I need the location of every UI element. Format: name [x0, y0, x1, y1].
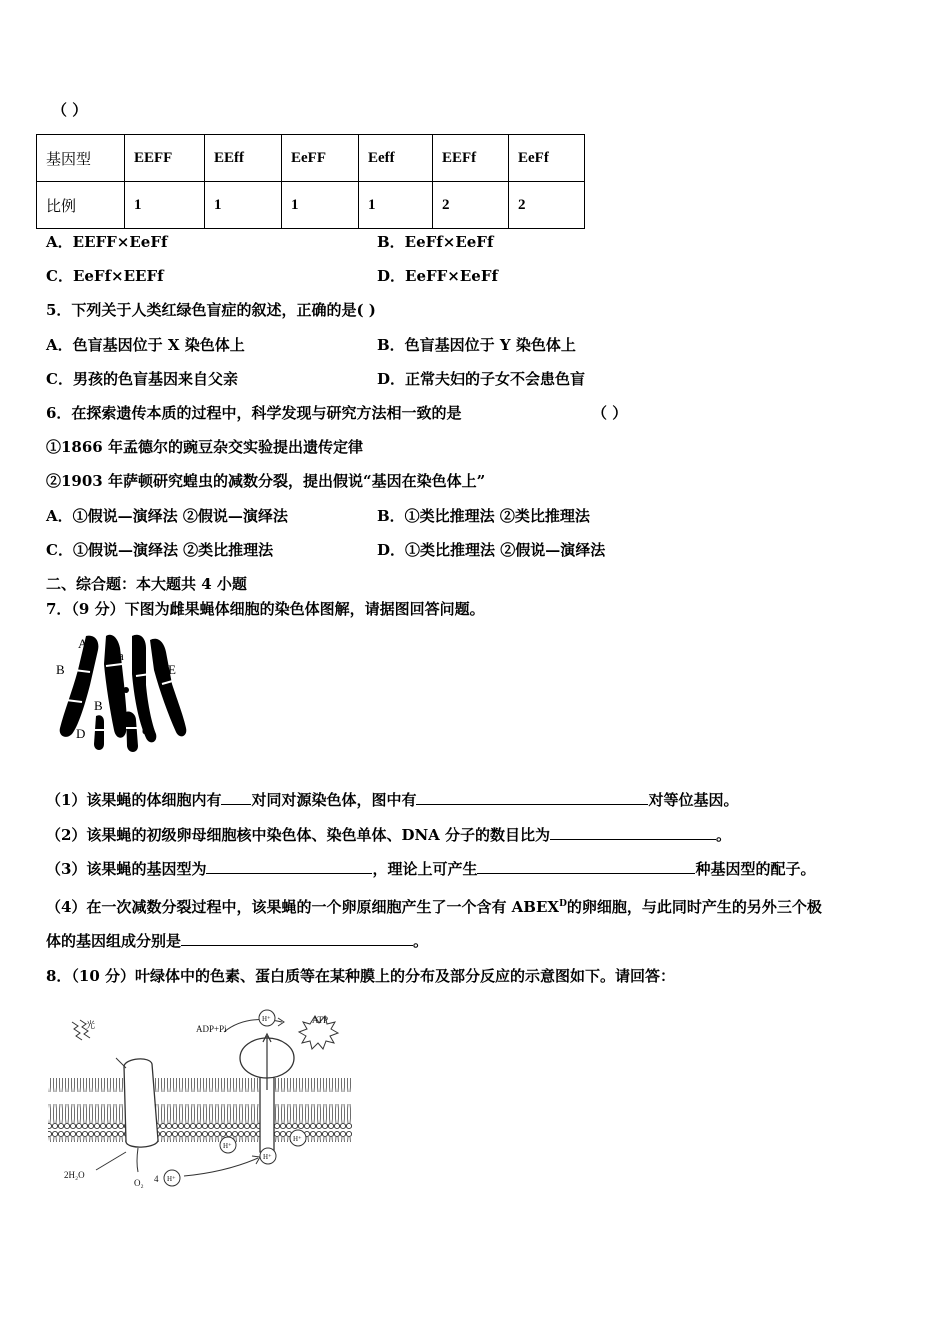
genotype-cell: Eeff [359, 135, 433, 182]
ratio-cell: 1 [359, 182, 433, 229]
answer-blank[interactable] [206, 859, 372, 874]
q7-p4-text-d: 。 [413, 932, 429, 950]
ratio-cell: 2 [509, 182, 585, 229]
q6-option-d: D．①类比推理法 ②假说—演绎法 [377, 541, 606, 559]
q7-part-3 [46, 859, 815, 879]
ratio-cell: 1 [282, 182, 359, 229]
q7-p4-text-a: （4）在一次减数分裂过程中，该果蝇的一个卵原细胞产生了一个含有 ABEX [46, 898, 560, 916]
answer-blank[interactable] [181, 931, 413, 946]
proton-label: H⁺ [293, 1135, 302, 1143]
four-label: 4 [154, 1174, 159, 1184]
q8-stem: 8．（10 分）叶绿体中的色素、蛋白质等在某种膜上的分布及部分反应的示意图如下。请回答： [46, 967, 676, 985]
proton-label: H⁺ [262, 1015, 271, 1023]
q4-option-a: A．EEFF×EeFf [46, 233, 168, 251]
q6-item-1: ①1866 年孟德尔的豌豆杂交实验提出遗传定律 [46, 438, 363, 456]
q7-p2-text-b: 。 [716, 826, 732, 844]
q6-option-c: C．①假说—演绎法 ②类比推理法 [46, 541, 274, 559]
q6-bracket: （ ） [592, 404, 628, 422]
q5-option-d: D．正常夫妇的子女不会患色盲 [377, 370, 586, 388]
proton-label: H⁺ [263, 1153, 272, 1161]
q4-option-c: C．EeFf×EEFf [46, 267, 164, 285]
ratio-cell: 1 [125, 182, 205, 229]
table-header-label: 基因型 [37, 135, 125, 182]
q7-part-2 [46, 825, 731, 845]
q7-part-1 [46, 790, 738, 810]
adp-label: ADP+Pi [196, 1024, 227, 1034]
q4-bracket: （ ） [52, 101, 88, 119]
answer-blank[interactable] [221, 790, 251, 805]
section-heading: 二、综合题：本大题共 4 小题 [46, 575, 247, 593]
q6-option-a: A．①假说—演绎法 ②假说—演绎法 [46, 507, 288, 525]
q7-p3-text-a: （3）该果蝇的基因型为 [46, 860, 207, 878]
gene-label: A [78, 636, 88, 651]
q7-p1-text-c: 对等位基因。 [648, 791, 739, 809]
answer-blank[interactable] [477, 859, 695, 874]
proton-label: H⁺ [223, 1142, 232, 1150]
q7-p4-text-b: 的卵细胞，与此同时产生的另外三个极 [566, 898, 822, 916]
q7-p1-text-a: （1）该果蝇的体细胞内有 [46, 791, 222, 809]
q5-option-b: B．色盲基因位于 Y 染色体上 [377, 336, 576, 354]
q4-option-d: D．EeFF×EeFf [377, 267, 498, 285]
genotype-table [36, 134, 585, 229]
ratio-cell: 2 [433, 182, 509, 229]
q7-p2-text-a: （2）该果蝇的初级卵母细胞核中染色体、染色单体、DNA 分子的数目比为 [46, 826, 551, 844]
chromosome-diagram [50, 630, 210, 755]
light-label: 光 [86, 1020, 96, 1030]
q5-option-c: C．男孩的色盲基因来自父亲 [46, 370, 238, 388]
q5-stem: 5．下列关于人类红绿色盲症的叙述，正确的是( ) [46, 301, 376, 319]
q7-p3-text-c: 种基因型的配子。 [695, 860, 816, 878]
gene-label: B [94, 698, 103, 713]
proton-label: H⁺ [167, 1175, 176, 1183]
gene-label: D [76, 726, 86, 741]
thylakoid-membrane-diagram [46, 1002, 356, 1192]
genotype-cell: EEff [205, 135, 282, 182]
q7-p3-text-b: ，理论上可产生 [372, 860, 478, 878]
genotype-cell: EeFF [282, 135, 359, 182]
genotype-cell: EeFf [509, 135, 585, 182]
table-row-label: 比例 [37, 182, 125, 229]
q7-part-4 [46, 894, 822, 917]
q6-item-2: ②1903 年萨顿研究蝗虫的减数分裂，提出假说“基因在染色体上” [46, 472, 486, 490]
oxygen-label: O₂ [134, 1178, 144, 1188]
water-label: 2H₂O [64, 1170, 85, 1180]
q7-p4-superscript: D [559, 899, 567, 909]
gene-label: e [138, 700, 144, 715]
gene-label: d [142, 722, 149, 737]
gene-label: E [168, 662, 176, 677]
table-row [37, 135, 585, 182]
gene-label: B [56, 662, 65, 677]
q6-stem: 6．在探索遗传本质的过程中，科学发现与研究方法相一致的是 [46, 404, 462, 422]
table-row [37, 182, 585, 229]
q7-p1-text-b: 对同对源染色体，图中有 [251, 791, 417, 809]
q7-stem: 7．（9 分）下图为雌果蝇体细胞的染色体图解，请据图回答问题。 [46, 600, 485, 618]
atp-label: ATP [312, 1015, 329, 1025]
answer-blank[interactable] [550, 825, 716, 840]
gene-label: a [118, 648, 124, 663]
q5-option-a: A．色盲基因位于 X 染色体上 [46, 336, 245, 354]
genotype-cell: EEFF [125, 135, 205, 182]
q7-p4-text-c: 体的基因组成分别是 [46, 932, 182, 950]
answer-blank[interactable] [416, 790, 648, 805]
q4-option-b: B．EeFf×EeFf [377, 233, 494, 251]
q7-part-4-cont [46, 931, 428, 951]
ratio-cell: 1 [205, 182, 282, 229]
q6-option-b: B．①类比推理法 ②类比推理法 [377, 507, 590, 525]
genotype-cell: EEFf [433, 135, 509, 182]
